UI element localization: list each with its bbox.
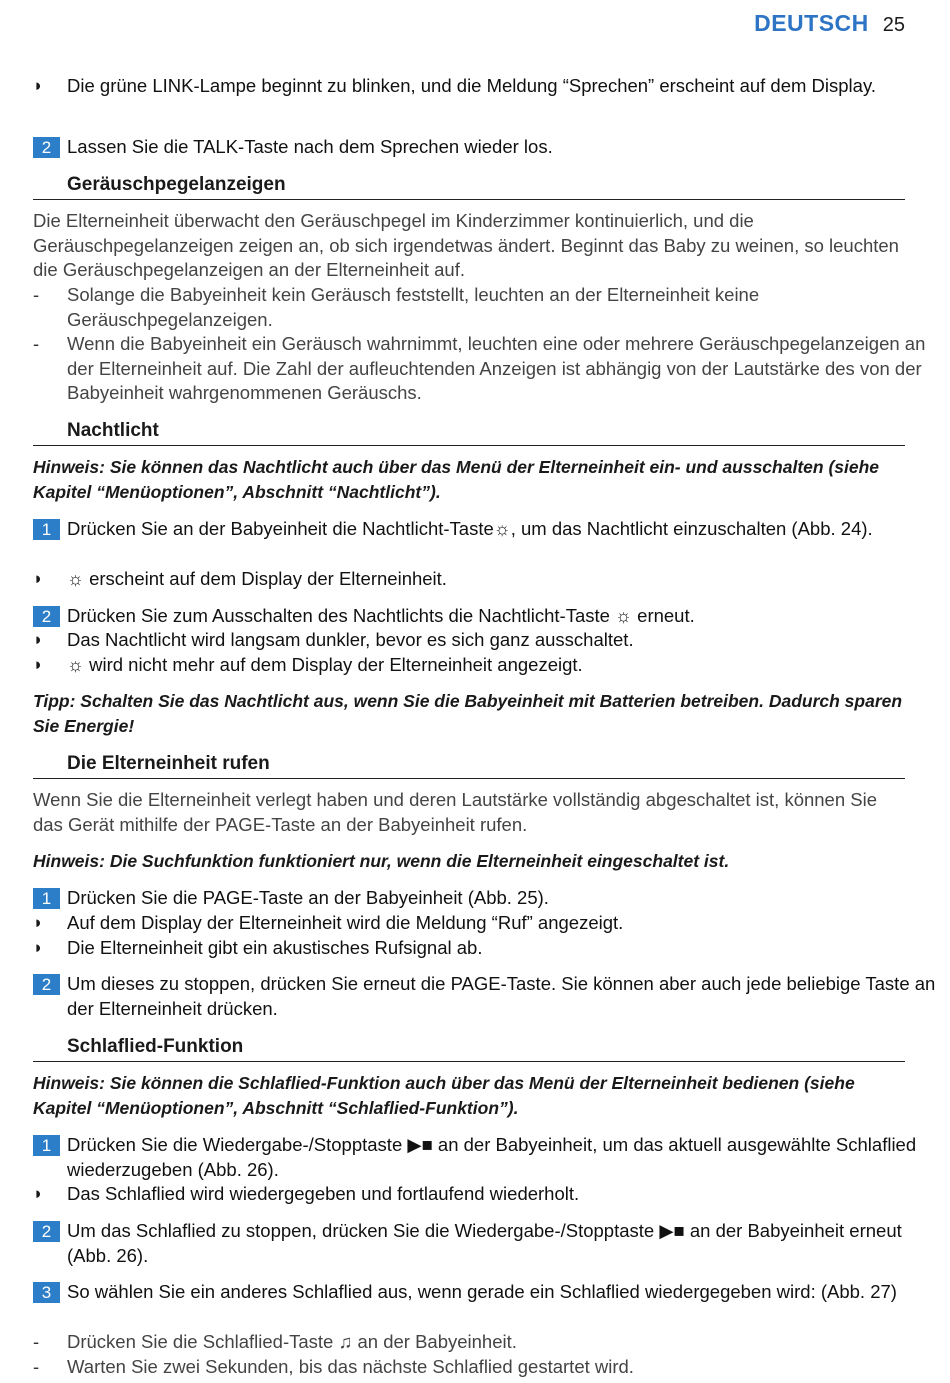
dash-item (33, 1355, 939, 1380)
result-text: Die grüne LINK-Lampe beginnt zu blinken, und die Meldung “Sprechen” erscheint auf dem Display. (67, 75, 876, 96)
note-content: Hinweis: Die Suchfunktion funktioniert nur, wenn die Elterneinheit eingeschaltet ist. (33, 851, 730, 871)
step-text: Drücken Sie die Wiedergabe-/Stopptaste ▶■ an der Babyeinheit, um das aktuell ausgewählte Schlaflied wiederzugeben (Abb. 26). (67, 1134, 917, 1180)
step-number-badge: 1 (33, 888, 60, 909)
note-text (33, 455, 905, 504)
step-item (33, 517, 939, 542)
paragraph (33, 788, 905, 837)
section-heading: Schlaflied-Funktion (33, 1034, 905, 1062)
step-item (33, 1133, 939, 1182)
section-heading: Geräuschpegelanzeigen (33, 172, 905, 200)
language-label: DEUTSCH (754, 10, 869, 36)
result-item (33, 653, 939, 678)
bullet-icon: ◗ (33, 913, 44, 932)
result-text: ☼ erscheint auf dem Display der Elterneinheit. (67, 568, 447, 589)
step-text: Drücken Sie zum Ausschalten des Nachtlichts die Nachtlicht-Taste ☼ erneut. (67, 605, 695, 626)
page-number: 25 (882, 14, 905, 36)
step-text: Um dieses zu stoppen, drücken Sie erneut die PAGE-Taste. Sie können aber auch jede beliebige Taste an der Elterneinheit drücken. (67, 973, 936, 1019)
paragraph-text: Wenn Sie die Elterneinheit verlegt haben und deren Lautstärke vollständig abgeschaltet ist, können Sie das Gerät mithilfe der PAGE-Taste an der Babyeinheit rufen. (33, 789, 878, 835)
dash-text: Warten Sie zwei Sekunden, bis das nächste Schlaflied gestartet wird. (67, 1356, 634, 1377)
note-content: Hinweis: Sie können das Nachtlicht auch über das Menü der Elterneinheit ein- und ausschalten (siehe Kapitel “Menüoptionen”, Abschnitt “Nachtlicht”). (33, 457, 880, 502)
paragraph-text: Die Elterneinheit überwacht den Geräuschpegel im Kinderzimmer kontinuierlich, und die Geräuschpegelanzeigen zeigen an, ob sich irgendetwas ändert. Beginnt das Baby zu weinen, so leuchten die Geräuschpegelanzeigen an der Elterneinheit auf. (33, 210, 899, 281)
result-text: Die Elterneinheit gibt ein akustisches Rufsignal ab. (67, 937, 483, 958)
dash-icon: - (33, 1331, 40, 1352)
result-text: ☼ wird nicht mehr auf dem Display der Elterneinheit angezeigt. (67, 654, 583, 675)
dash-text: Solange die Babyeinheit kein Geräusch feststellt, leuchten an der Elterneinheit keine Geräuschpegelanzeigen. (67, 284, 760, 330)
step-item (33, 1280, 939, 1305)
step-item (33, 604, 939, 629)
step-text: So wählen Sie ein anderes Schlaflied aus, wenn gerade ein Schlaflied wiedergegeben wird: (Abb. 27) (67, 1281, 897, 1302)
result-item (33, 74, 939, 99)
dash-item (33, 1330, 939, 1355)
dash-icon: - (33, 1356, 40, 1377)
dash-icon: - (33, 284, 40, 305)
step-item (33, 886, 939, 911)
paragraph (33, 209, 905, 283)
dash-text: Drücken Sie die Schlaflied-Taste ♫ an der Babyeinheit. (67, 1331, 517, 1352)
dash-item (33, 332, 939, 406)
step-number-badge: 2 (33, 1221, 60, 1242)
result-text: Das Schlaflied wird wiedergegeben und fortlaufend wiederholt. (67, 1183, 580, 1204)
result-text: Auf dem Display der Elterneinheit wird die Meldung “Ruf” angezeigt. (67, 912, 624, 933)
step-text: Drücken Sie die PAGE-Taste an der Babyeinheit (Abb. 25). (67, 887, 549, 908)
result-text: Das Nachtlicht wird langsam dunkler, bevor es sich ganz ausschaltet. (67, 629, 634, 650)
step-number-badge: 2 (33, 137, 60, 158)
bullet-icon: ◗ (33, 655, 44, 674)
result-item (33, 936, 939, 961)
dash-item (33, 283, 939, 332)
result-item (33, 911, 939, 936)
bullet-icon: ◗ (33, 938, 44, 957)
bullet-icon: ◗ (33, 630, 44, 649)
note-text (33, 849, 905, 874)
step-item (33, 972, 939, 1021)
section-heading: Nachtlicht (33, 418, 905, 446)
note-text (33, 1071, 905, 1120)
step-text: Um das Schlaflied zu stoppen, drücken Sie die Wiedergabe-/Stopptaste ▶■ an der Babyeinheit erneut (Abb. 26). (67, 1220, 902, 1266)
step-item (33, 1219, 939, 1268)
step-number-badge: 2 (33, 974, 60, 995)
result-item (33, 567, 939, 592)
page-header (754, 10, 905, 37)
step-text: Lassen Sie die TALK-Taste nach dem Sprechen wieder los. (67, 136, 553, 157)
result-item (33, 628, 939, 653)
step-item (33, 135, 939, 160)
step-number-badge: 1 (33, 519, 60, 540)
note-content: Tipp: Schalten Sie das Nachtlicht aus, wenn Sie die Babyeinheit mit Batterien betreiben. Dadurch sparen Sie Energie! (33, 691, 903, 736)
result-item (33, 1182, 939, 1207)
note-text (33, 689, 905, 738)
note-content: Hinweis: Sie können die Schlaflied-Funktion auch über das Menü der Elterneinheit bedienen (siehe Kapitel “Menüoptionen”, Abschnitt “Schlaflied-Funktion”). (33, 1073, 855, 1118)
bullet-icon: ◗ (33, 569, 44, 588)
dash-icon: - (33, 333, 40, 354)
step-number-badge: 2 (33, 606, 60, 627)
section-heading: Die Elterneinheit rufen (33, 751, 905, 779)
step-text: Drücken Sie an der Babyeinheit die Nachtlicht-Taste☼, um das Nachtlicht einzuschalten (Abb. 24). (67, 518, 873, 539)
step-number-badge: 1 (33, 1135, 60, 1156)
dash-text: Wenn die Babyeinheit ein Geräusch wahrnimmt, leuchten eine oder mehrere Geräuschpegelanzeigen an der Elterneinheit auf. Die Zahl der aufleuchtenden Anzeigen ist abhängig von der Lautstärke des von der Babyeinheit wahrgenommenen Geräuschs. (67, 333, 926, 404)
step-number-badge: 3 (33, 1282, 60, 1303)
bullet-icon: ◗ (33, 76, 44, 95)
bullet-icon: ◗ (33, 1184, 44, 1203)
